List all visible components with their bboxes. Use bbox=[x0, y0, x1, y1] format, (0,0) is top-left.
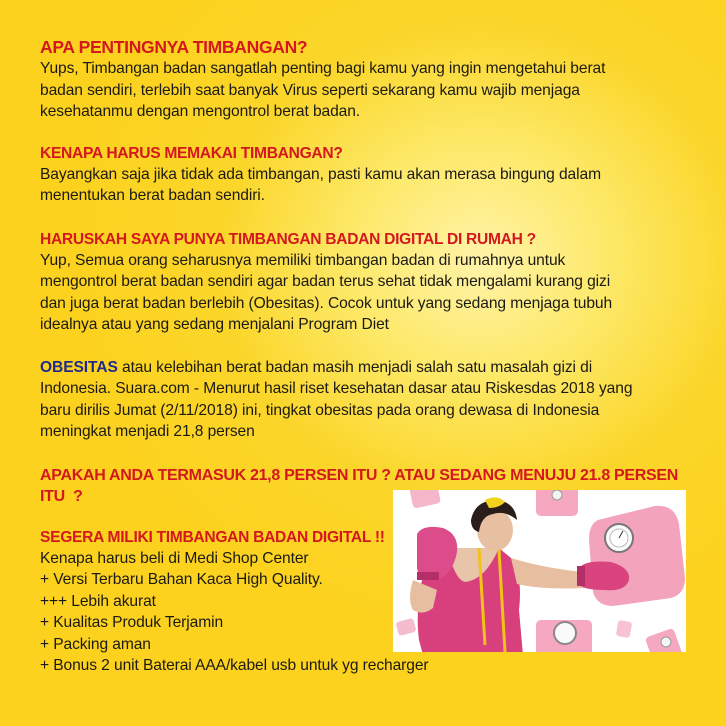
para-line: Indonesia. Suara.com - Menurut hasil riset kesehatan dasar atau Riskesdas 2018 yang bbox=[40, 380, 633, 397]
list-item: + Packing aman bbox=[40, 635, 151, 653]
para-line: badan sendiri, terlebih saat banyak Virus seperti sekarang kamu wajib menjaga bbox=[40, 81, 580, 99]
para-line: kesehatanmu dengan mengontrol berat badan. bbox=[40, 103, 361, 120]
section-obesity bbox=[40, 357, 700, 443]
para-line: idealnya atau yang sedang menjalani Program Diet bbox=[40, 316, 389, 333]
list-item: Kenapa harus beli di Medi Shop Center bbox=[40, 549, 309, 567]
section-why-important bbox=[40, 36, 700, 123]
list-item: + Bonus 2 unit Baterai AAA/kabel usb untuk yg recharger bbox=[40, 657, 429, 674]
heading-why-important: APA PENTINGNYA TIMBANGAN? bbox=[40, 37, 308, 57]
photo-illustration bbox=[393, 490, 686, 652]
para-line: baru dirilis Jumat (2/11/2018) ini, tingkat obesitas pada orang dewasa di Indonesia bbox=[40, 401, 600, 419]
list-item: + Kualitas Produk Terjamin bbox=[40, 614, 224, 631]
heading-why-use: KENAPA HARUS MEMAKAI TIMBANGAN? bbox=[40, 144, 343, 162]
para-line bbox=[40, 357, 700, 379]
list-item: + Versi Terbaru Bahan Kaca High Quality. bbox=[40, 571, 323, 588]
obesity-highlight: OBESITAS bbox=[40, 358, 118, 376]
section-should-own bbox=[40, 229, 700, 336]
big-scale-icon bbox=[589, 506, 685, 606]
para-line: Bayangkan saja jika tidak ada timbangan, pasti kamu akan merasa bingung dalam bbox=[40, 165, 601, 183]
heading-should-own: HARUSKAH SAYA PUNYA TIMBANGAN BADAN DIGITAL DI RUMAH ? bbox=[40, 230, 536, 248]
para-line: dan juga berat badan berlebih (Obesitas). Cocok untuk yang sedang menjaga tubuh bbox=[40, 294, 613, 312]
para-text: atau kelebihan berat badan masih menjadi salah satu masalah gizi di bbox=[117, 358, 593, 376]
heading-question-line: ITU ? bbox=[40, 487, 83, 505]
para-line: Yup, Semua orang seharusnya memiliki timbangan badan di rumahnya untuk bbox=[40, 251, 566, 269]
para-line: meningkat menjadi 21,8 persen bbox=[40, 423, 255, 440]
section-why-use bbox=[40, 143, 700, 207]
boxing-woman-scale-photo bbox=[393, 490, 686, 652]
para-line: menentukan berat badan sendiri. bbox=[40, 187, 265, 204]
heading-question-line: APAKAH ANDA TERMASUK 21,8 PERSEN ITU ? ATAU SEDANG MENUJU 21.8 PERSEN bbox=[40, 466, 679, 484]
para-line: mengontrol berat badan sendiri agar badan terus sehat tidak mengalami kurang gizi bbox=[40, 273, 611, 290]
para-line: Yups, Timbangan badan sangatlah penting bagi kamu yang ingin mengetahui berat bbox=[40, 60, 606, 77]
list-item: +++ Lebih akurat bbox=[40, 592, 156, 610]
heading-buy-now: SEGERA MILIKI TIMBANGAN BADAN DIGITAL !! bbox=[40, 528, 385, 546]
